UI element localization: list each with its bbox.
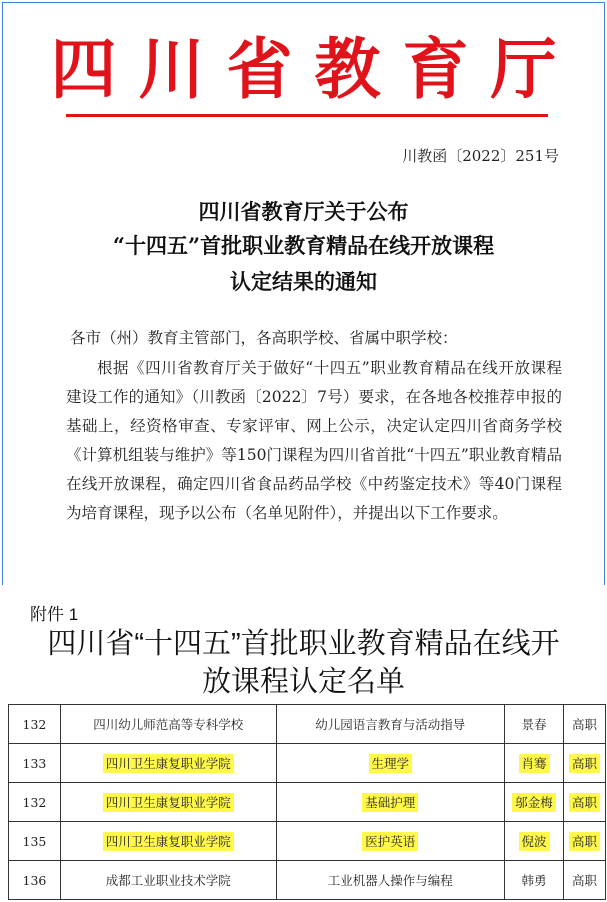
- table-row: [9, 783, 606, 822]
- course-lead: 倪波: [519, 832, 550, 851]
- table-row: [9, 744, 606, 783]
- table-row: [9, 822, 606, 861]
- education-level-cell: [564, 861, 606, 900]
- course-name: 幼儿园语言教育与活动指导: [315, 717, 466, 732]
- education-level-cell: [564, 705, 606, 744]
- row-number: 132: [22, 794, 47, 810]
- annex-title-line-1: 四川省“十四五”首批职业教育精品在线开: [47, 628, 560, 660]
- row-number-cell: [9, 783, 61, 822]
- notice-title-line-1: 四川省教育厅关于公布: [198, 199, 409, 224]
- issuer-masthead: 四川省教育厅: [50, 30, 579, 108]
- course-lead-cell: [505, 861, 564, 900]
- annex-title-line-2: 放课程认定名单: [201, 666, 405, 698]
- course-name: 生理学: [369, 754, 413, 773]
- course-lead-cell: [505, 744, 564, 783]
- school-name-cell: [60, 744, 276, 783]
- school-name: 四川卫生康复职业学院: [103, 832, 234, 851]
- notice-title-line-3: 认定结果的通知: [230, 269, 377, 294]
- course-lead-cell: [505, 822, 564, 861]
- row-number-cell: [9, 861, 61, 900]
- notice-title-line-2: “十四五”首批职业教育精品在线开放课程: [112, 233, 495, 258]
- course-lead-cell: [505, 705, 564, 744]
- school-name: 四川卫生康复职业学院: [103, 793, 234, 812]
- course-name: 工业机器人操作与编程: [327, 873, 453, 888]
- course-name: 医护英语: [362, 832, 418, 851]
- course-table: [8, 704, 606, 900]
- education-level: 高职: [569, 832, 600, 851]
- course-name-cell: [276, 783, 505, 822]
- table-row: [9, 705, 606, 744]
- notice-salutation: 各市（州）教育主管部门，各高职学校、省属中职学校：: [70, 329, 458, 347]
- school-name: 四川幼儿师范高等专科学校: [93, 717, 244, 732]
- row-number-cell: [9, 705, 61, 744]
- course-lead: 韩勇: [521, 873, 547, 888]
- course-lead-cell: [505, 783, 564, 822]
- education-level: 高职: [571, 717, 597, 732]
- annex-label: 附件 1: [30, 605, 79, 624]
- course-lead: 景春: [521, 717, 547, 732]
- course-name: 基础护理: [362, 793, 418, 812]
- course-name-cell: [276, 822, 505, 861]
- course-name-cell: [276, 705, 505, 744]
- row-number-cell: [9, 744, 61, 783]
- document-number: 川教函〔2022〕251号: [402, 147, 559, 165]
- row-number: 135: [22, 833, 47, 849]
- school-name: 四川卫生康复职业学院: [103, 754, 234, 773]
- education-level: 高职: [569, 754, 600, 773]
- education-level-cell: [564, 783, 606, 822]
- education-level-cell: [564, 822, 606, 861]
- school-name-cell: [60, 861, 276, 900]
- school-name-cell: [60, 705, 276, 744]
- course-name-cell: [276, 861, 505, 900]
- education-level: 高职: [571, 873, 597, 888]
- row-number: 133: [22, 755, 47, 771]
- school-name: 成都工业职业技术学院: [105, 873, 231, 888]
- masthead-red-rule: [66, 114, 548, 117]
- course-lead: 肖骞: [519, 754, 550, 773]
- education-level-cell: [564, 744, 606, 783]
- school-name-cell: [60, 822, 276, 861]
- table-row: [9, 861, 606, 900]
- notice-body: 根据《四川省教育厅关于做好“十四五”职业教育精品在线开放课程建设工作的通知》（川教函〔2022〕7号）要求，在各地各校推荐申报的基础上，经资格审查、专家评审、网上公示，决定认定四川省商务学校《计算机组装与维护》等150门课程为四川省首批“十四五”职业教育精品在线开放课程，确定四川省食品药品学校《中药鉴定技术》等40门课程为培育课程，现予以公布（名单见附件），并提出以下工作要求。: [66, 359, 562, 522]
- row-number: 136: [22, 872, 47, 888]
- course-lead: 邬金梅: [512, 793, 556, 812]
- row-number-cell: [9, 822, 61, 861]
- row-number: 132: [22, 716, 47, 732]
- course-name-cell: [276, 744, 505, 783]
- school-name-cell: [60, 783, 276, 822]
- education-level: 高职: [569, 793, 600, 812]
